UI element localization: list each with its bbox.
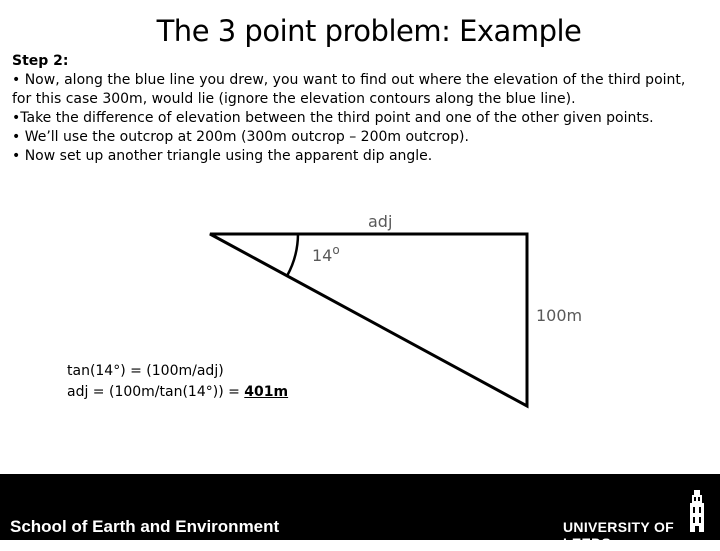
bullet-item: • Now set up another triangle using the apparent dip angle. bbox=[12, 148, 433, 164]
calc-line-adj bbox=[67, 382, 288, 403]
footer-bar bbox=[0, 474, 720, 551]
angle-arc bbox=[287, 234, 298, 276]
university-name: UNIVERSITY OF LEEDS bbox=[563, 519, 674, 551]
calculation-block bbox=[67, 361, 288, 403]
school-name: School of Earth and Environment bbox=[10, 517, 280, 536]
angle-label bbox=[312, 243, 340, 265]
calc-adj-formula: adj = (100m/tan(14°)) = bbox=[67, 384, 245, 400]
calc-line-tan: tan(14°) = (100m/adj) bbox=[67, 363, 224, 379]
calc-answer: 401m bbox=[244, 384, 289, 400]
bullet-item: •Take the difference of elevation between the third point and one of the other given points. bbox=[12, 110, 654, 126]
slide-title: The 3 point problem: Example bbox=[156, 14, 582, 48]
parkinson-tower-icon bbox=[682, 488, 712, 532]
angle-value: 14 bbox=[312, 246, 333, 265]
side-100m-label: 100m bbox=[536, 306, 583, 325]
adj-label: adj bbox=[368, 212, 393, 231]
step-heading: Step 2: bbox=[12, 53, 69, 69]
bullet-item: • We’ll use the outcrop at 200m (300m outcrop – 200m outcrop). bbox=[12, 129, 469, 145]
bullet-item: • Now, along the blue line you drew, you want to find out where the elevation of the third point, for this case 300m, would lie (ignore the elevation contours along the blue line). bbox=[12, 72, 686, 107]
degree-symbol: o bbox=[332, 243, 340, 257]
